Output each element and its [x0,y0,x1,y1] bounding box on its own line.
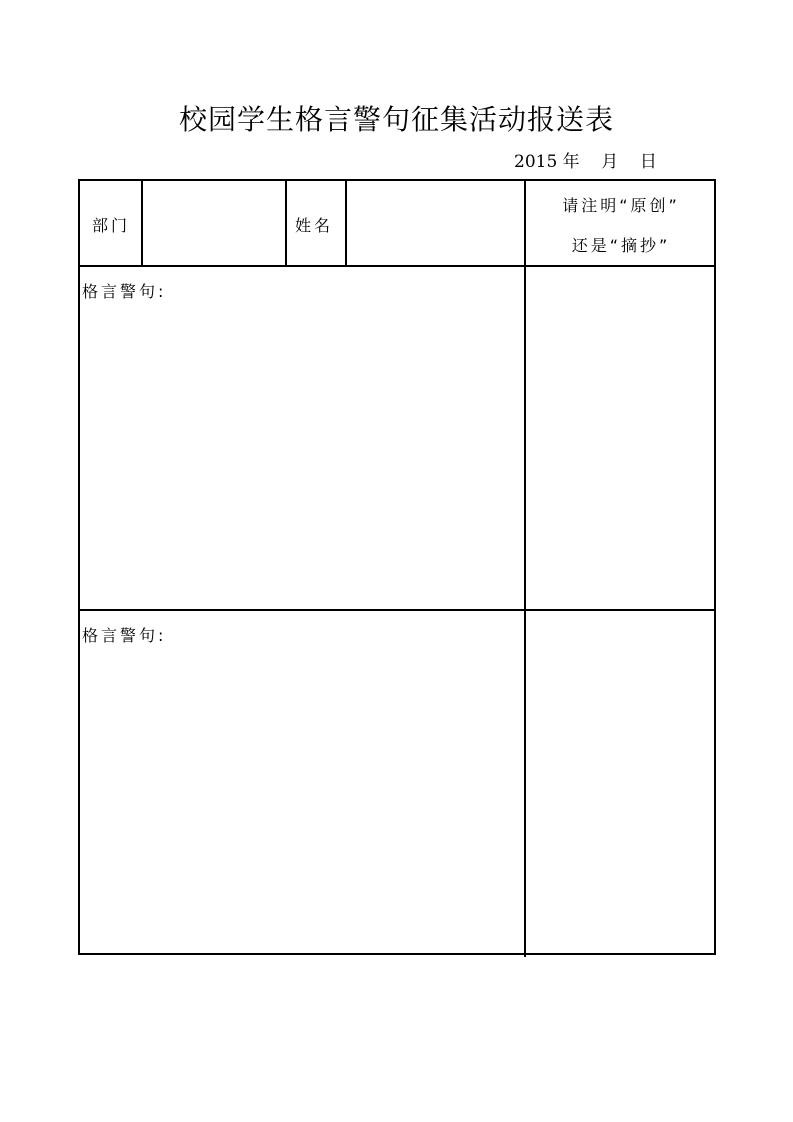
name-field[interactable] [348,181,523,265]
date-line: 2015 年 月 日 [514,152,657,172]
divider-after-name-label [345,181,347,266]
department-label: 部门 [92,216,131,235]
divider-after-department-label [141,181,143,266]
entry-2-source-field[interactable] [526,611,716,953]
name-label: 姓名 [295,216,334,235]
origin-note-line-2: 还是“摘抄” [571,236,671,255]
submission-form-table [78,179,716,955]
entry-1-content-field[interactable] [80,303,524,609]
divider-after-department-value [285,181,287,266]
entry-2-label: 格言警句: [82,626,167,645]
entry-1-label: 格言警句: [82,282,167,301]
page-title: 校园学生格言警句征集活动报送表 [178,103,614,136]
entry-2-content-field[interactable] [80,647,524,953]
origin-note-line-1: 请注明“原创” [562,196,680,215]
department-field[interactable] [144,181,284,265]
entry-1-source-field[interactable] [526,267,716,609]
